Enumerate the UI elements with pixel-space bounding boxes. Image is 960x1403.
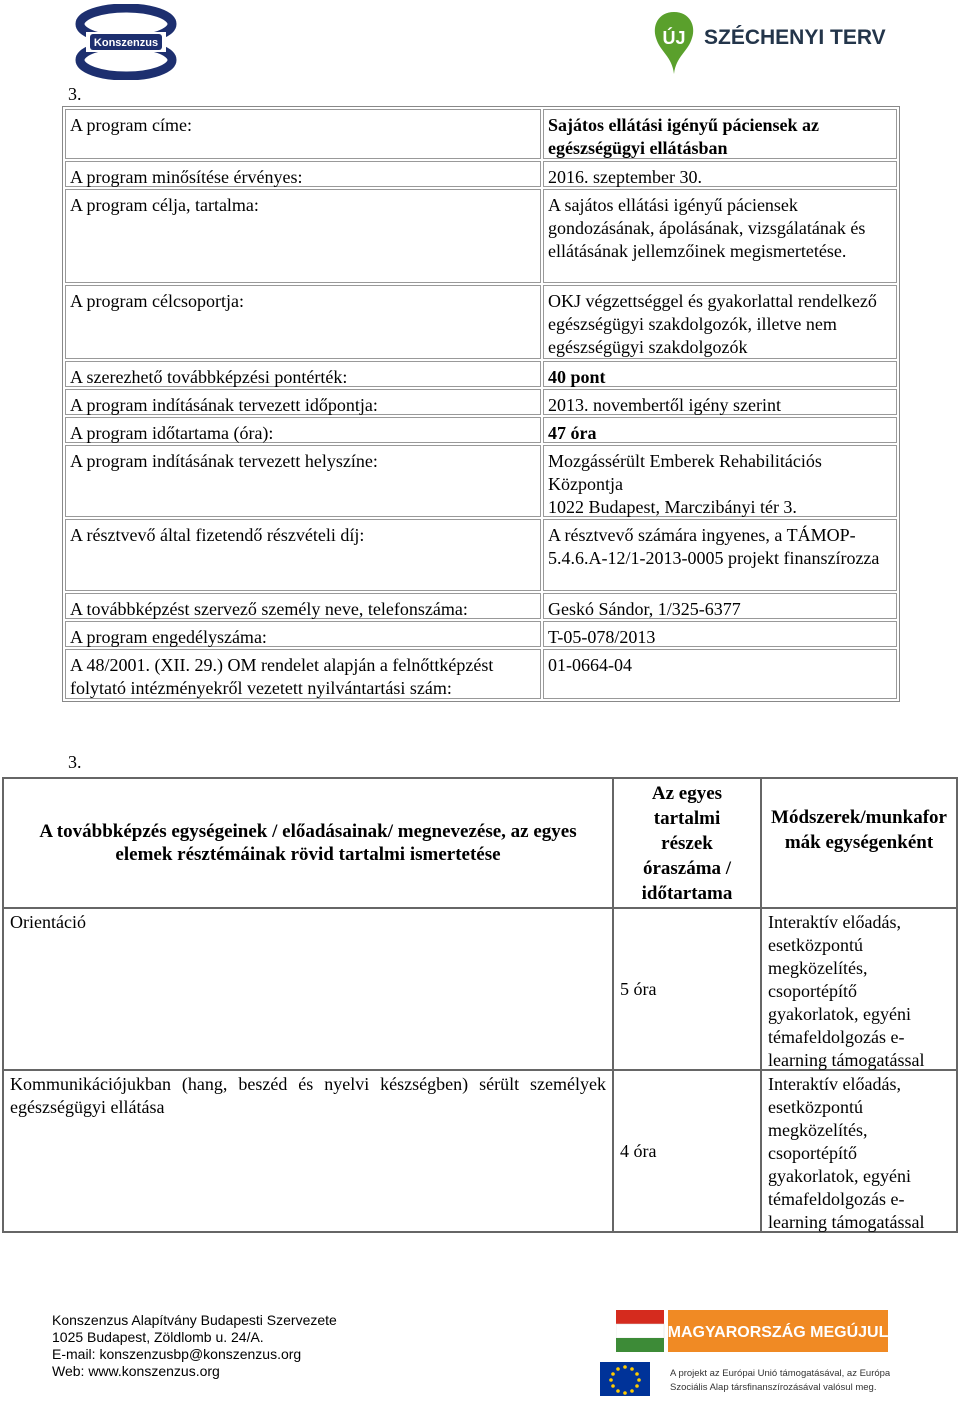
row-value: 2016. szeptember 30.: [543, 161, 897, 187]
program-units-table: [2, 777, 958, 1233]
table-row: [3, 908, 957, 1070]
row-value: 2013. novembertől igény szerint: [543, 389, 897, 415]
table-row: [64, 160, 898, 188]
unit-hours: [613, 1070, 761, 1232]
szechenyi-logo-text: SZÉCHENYI TERV: [704, 26, 886, 49]
row-value: 40 pont: [543, 361, 897, 387]
unit-methods: Interaktív előadás, esetközpontú megközelítés, csoportépítő gyakorlatok, egyéni témafeldolgozás e-learning támogatással: [761, 908, 957, 1070]
konszenzus-logo: [72, 4, 180, 80]
row-value: A résztvevő számára ingyenes, a TÁMOP-5.4.6.A-12/1-2013-0005 projekt finanszírozza: [543, 519, 897, 591]
unit-methods: Interaktív előadás, esetközpontú megközelítés, csoportépítő gyakorlatok, egyéni témafeldolgozás e-learning támogatással: [761, 1070, 957, 1232]
table-row: [64, 416, 898, 444]
unit-title: [3, 1070, 613, 1232]
row-value: A sajátos ellátási igényű páciensek gondozásának, ápolásának, vizsgálatának és ellátásának jellemzőinek megismertetése.: [543, 189, 897, 283]
row-label: A program célcsoportja:: [65, 285, 541, 359]
unit-hours-text: 5 óra: [620, 978, 657, 999]
eu-support-banner: [600, 1360, 890, 1398]
table-row: [64, 444, 898, 518]
table-row: [64, 620, 898, 648]
header-methods: Módszerek/munkaformák egységenként: [761, 778, 957, 908]
unit-title-text: Kommunikációjukban (hang, beszéd és nyelvi készségben) sérült személyek egészségügyi ellátása: [10, 1074, 606, 1117]
row-value: OKJ végzettséggel és gyakorlattal rendelkező egészségügyi szakdolgozók, illetve nem egészségügyi szakdolgozók: [543, 285, 897, 359]
eu-text-line2: Szociális Alap társfinanszírozásával valósul meg.: [670, 1382, 877, 1393]
table-row: [64, 108, 898, 160]
banner-text: MAGYARORSZÁG MEGÚJUL: [667, 1324, 888, 1341]
row-label: A továbbképzést szervező személy neve, telefonszáma:: [65, 593, 541, 619]
table-row: [64, 284, 898, 360]
row-label: A program indításának tervezett helyszíne:: [65, 445, 541, 517]
row-value: Mozgássérült Emberek Rehabilitációs Központja 1022 Budapest, Marczibányi tér 3.: [543, 445, 897, 517]
row-value: 01-0664-04: [543, 649, 897, 699]
szechenyi-terv-logo: [652, 8, 892, 80]
table-row: [64, 188, 898, 284]
eu-text-line1: A projekt az Európai Unió támogatásával, az Európai: [670, 1368, 890, 1379]
row-label: A résztvevő által fizetendő részvételi díj:: [65, 519, 541, 591]
table-header-row: [3, 778, 957, 908]
row-label: A program célja, tartalma:: [65, 189, 541, 283]
footer-org: Konszenzus Alapítvány Budapesti Szervezete: [52, 1312, 337, 1328]
table-row: [64, 388, 898, 416]
table-row: [64, 648, 898, 700]
program-info-table: [62, 106, 900, 702]
row-label: A program engedélyszáma:: [65, 621, 541, 647]
row-label: A program indításának tervezett időpontja:: [65, 389, 541, 415]
unit-hours-text: 4 óra: [620, 1140, 657, 1161]
section-number-2: 3.: [68, 752, 82, 772]
unit-hours: [613, 908, 761, 1070]
table-row: [64, 360, 898, 388]
footer-address: 1025 Budapest, Zöldlomb u. 24/A.: [52, 1329, 264, 1345]
row-value: Geskó Sándor, 1/325-6377: [543, 593, 897, 619]
row-label: A program időtartama (óra):: [65, 417, 541, 443]
row-value: 47 óra: [543, 417, 897, 443]
konszenzus-logo-text: Konszenzus: [93, 37, 159, 49]
szechenyi-logo-uj: ÚJ: [662, 28, 686, 48]
row-label: A 48/2001. (XII. 29.) OM rendelet alapján a felnőttképzést folytató intézményekről vezetett nyilvántartási szám:: [65, 649, 541, 699]
unit-title: Orientáció: [3, 908, 613, 1070]
header-hours: Az egyes tartalmi részek óraszáma / időtartama: [613, 778, 761, 908]
header-units: A továbbképzés egységeinek / előadásainak/ megnevezése, az egyes elemek résztémáinak rövid tartalmi ismertetése: [3, 778, 613, 908]
row-label: A szerezhető továbbképzési pontérték:: [65, 361, 541, 387]
row-label: A program címe:: [65, 109, 541, 159]
magyarorszag-megujul-banner: [616, 1308, 888, 1356]
footer-contact: [52, 1312, 337, 1380]
row-value: T-05-078/2013: [543, 621, 897, 647]
table-row: [3, 1070, 957, 1232]
footer-email: E-mail: konszenzusbp@konszenzus.org: [52, 1346, 302, 1362]
table-row: [64, 518, 898, 592]
footer-web: Web: www.konszenzus.org: [52, 1363, 220, 1379]
table-row: [64, 592, 898, 620]
row-value: Sajátos ellátási igényű páciensek az egészségügyi ellátásban: [543, 109, 897, 159]
row-label: A program minősítése érvényes:: [65, 161, 541, 187]
section-number: 3.: [68, 84, 82, 104]
